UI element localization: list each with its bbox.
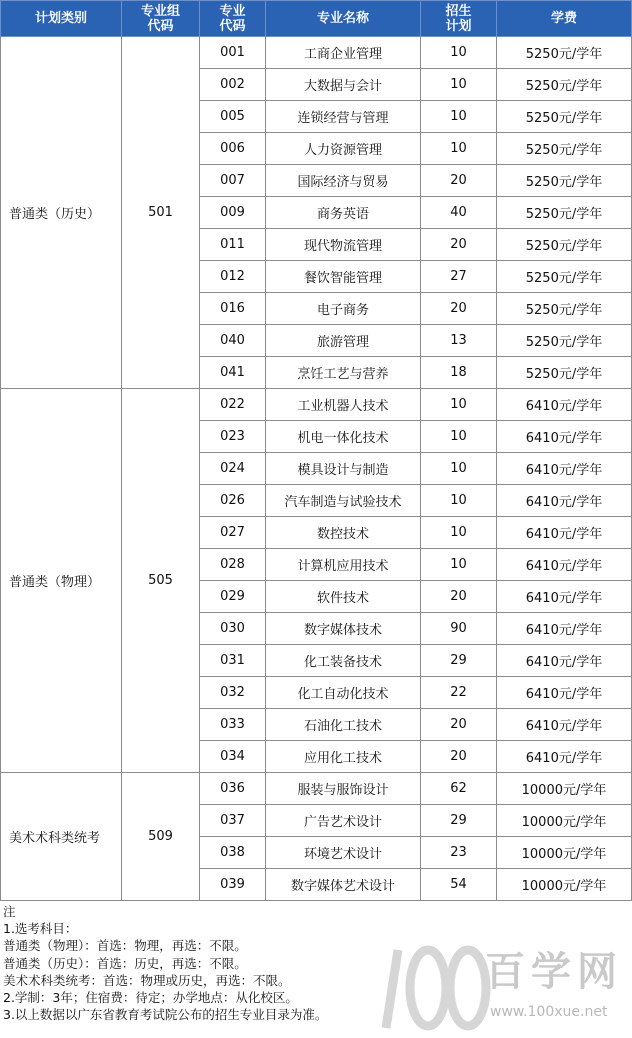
major-code-cell: 007: [200, 165, 266, 197]
header-major-code: 专业 代码: [200, 1, 266, 37]
tuition-cell: 6410元/学年: [497, 453, 632, 485]
table-row: [1, 37, 632, 69]
plan-count-cell: 10: [421, 101, 497, 133]
major-name-cell: 现代物流管理: [266, 229, 421, 261]
major-name-cell: 机电一体化技术: [266, 421, 421, 453]
plan-count-cell: 62: [421, 773, 497, 805]
plan-count-cell: 20: [421, 293, 497, 325]
watermark-text: 百学网: [485, 948, 623, 995]
tuition-cell: 6410元/学年: [497, 389, 632, 421]
tuition-cell: 5250元/学年: [497, 261, 632, 293]
plan-count-cell: 22: [421, 677, 497, 709]
major-code-cell: 032: [200, 677, 266, 709]
major-code-cell: 030: [200, 613, 266, 645]
tuition-cell: 6410元/学年: [497, 421, 632, 453]
plan-count-cell: 10: [421, 517, 497, 549]
major-code-cell: 031: [200, 645, 266, 677]
major-code-cell: 036: [200, 773, 266, 805]
tuition-cell: 5250元/学年: [497, 357, 632, 389]
plan-count-cell: 10: [421, 453, 497, 485]
major-name-cell: 数字媒体艺术设计: [266, 869, 421, 901]
major-name-cell: 广告艺术设计: [266, 805, 421, 837]
plan-count-cell: 90: [421, 613, 497, 645]
plan-count-cell: 20: [421, 165, 497, 197]
tuition-cell: 6410元/学年: [497, 613, 632, 645]
major-name-cell: 人力资源管理: [266, 133, 421, 165]
plan-count-cell: 54: [421, 869, 497, 901]
major-code-cell: 041: [200, 357, 266, 389]
plan-category-cell: 普通类（物理）: [1, 389, 122, 773]
plan-category-cell: 美术术科类统考: [1, 773, 122, 901]
note-line: 普通类（历史）：首选：历史，再选：不限。: [3, 955, 247, 971]
major-code-cell: 016: [200, 293, 266, 325]
plan-count-cell: 20: [421, 709, 497, 741]
major-name-cell: 工商企业管理: [266, 37, 421, 69]
major-name-cell: 石油化工技术: [266, 709, 421, 741]
tuition-cell: 5250元/学年: [497, 37, 632, 69]
major-name-cell: 大数据与会计: [266, 69, 421, 101]
major-code-cell: 027: [200, 517, 266, 549]
tuition-cell: 5250元/学年: [497, 197, 632, 229]
plan-count-cell: 29: [421, 805, 497, 837]
major-code-cell: 033: [200, 709, 266, 741]
major-code-cell: 034: [200, 741, 266, 773]
plan-count-cell: 20: [421, 741, 497, 773]
table-row: [1, 389, 632, 421]
tuition-cell: 5250元/学年: [497, 293, 632, 325]
plan-count-cell: 23: [421, 837, 497, 869]
notes-title: 注: [3, 904, 16, 919]
plan-count-cell: 10: [421, 37, 497, 69]
tuition-cell: 5250元/学年: [497, 69, 632, 101]
group-code-cell: 505: [122, 389, 200, 773]
major-code-cell: 026: [200, 485, 266, 517]
major-name-cell: 电子商务: [266, 293, 421, 325]
header-category: 计划类别: [1, 1, 122, 37]
tuition-cell: 6410元/学年: [497, 677, 632, 709]
tuition-cell: 6410元/学年: [497, 645, 632, 677]
major-code-cell: 001: [200, 37, 266, 69]
tuition-cell: 5250元/学年: [497, 133, 632, 165]
tuition-cell: 10000元/学年: [497, 837, 632, 869]
plan-count-cell: 10: [421, 389, 497, 421]
table-row: [1, 773, 632, 805]
group-code-cell: 501: [122, 37, 200, 389]
plan-count-cell: 10: [421, 485, 497, 517]
major-code-cell: 005: [200, 101, 266, 133]
major-name-cell: 烹饪工艺与营养: [266, 357, 421, 389]
tuition-cell: 5250元/学年: [497, 229, 632, 261]
major-name-cell: 餐饮智能管理: [266, 261, 421, 293]
tuition-cell: 6410元/学年: [497, 709, 632, 741]
major-code-cell: 012: [200, 261, 266, 293]
major-name-cell: 计算机应用技术: [266, 549, 421, 581]
major-code-cell: 039: [200, 869, 266, 901]
major-code-cell: 024: [200, 453, 266, 485]
tuition-cell: 6410元/学年: [497, 549, 632, 581]
major-name-cell: 环境艺术设计: [266, 837, 421, 869]
header-major-name: 专业名称: [266, 1, 421, 37]
tuition-cell: 10000元/学年: [497, 869, 632, 901]
tuition-cell: 10000元/学年: [497, 773, 632, 805]
note-line: 1.选考科目：: [3, 921, 78, 937]
header-group-code: 专业组 代码: [122, 1, 200, 37]
major-name-cell: 工业机器人技术: [266, 389, 421, 421]
major-code-cell: 037: [200, 805, 266, 837]
major-name-cell: 化工自动化技术: [266, 677, 421, 709]
major-name-cell: 服装与服饰设计: [266, 773, 421, 805]
major-name-cell: 模具设计与制造: [266, 453, 421, 485]
tuition-cell: 6410元/学年: [497, 517, 632, 549]
watermark-url: www.100xue.net: [490, 1004, 608, 1020]
major-name-cell: 商务英语: [266, 197, 421, 229]
group-code-cell: 509: [122, 773, 200, 901]
table-body: [1, 37, 632, 901]
major-name-cell: 软件技术: [266, 581, 421, 613]
major-code-cell: 022: [200, 389, 266, 421]
major-code-cell: 029: [200, 581, 266, 613]
major-name-cell: 旅游管理: [266, 325, 421, 357]
plan-count-cell: 18: [421, 357, 497, 389]
plan-count-cell: 29: [421, 645, 497, 677]
header-row: [1, 1, 632, 37]
plan-category-cell: 普通类（历史）: [1, 37, 122, 389]
header-fee: 学费: [497, 1, 632, 37]
major-name-cell: 国际经济与贸易: [266, 165, 421, 197]
tuition-cell: 6410元/学年: [497, 741, 632, 773]
tuition-cell: 6410元/学年: [497, 581, 632, 613]
major-name-cell: 汽车制造与试验技术: [266, 485, 421, 517]
note-line: 3.以上数据以广东省教育考试院公布的招生专业目录为准。: [3, 1007, 328, 1023]
plan-count-cell: 10: [421, 133, 497, 165]
major-code-cell: 023: [200, 421, 266, 453]
plan-count-cell: 27: [421, 261, 497, 293]
plan-count-cell: 10: [421, 421, 497, 453]
major-code-cell: 038: [200, 837, 266, 869]
plan-count-cell: 13: [421, 325, 497, 357]
plan-count-cell: 40: [421, 197, 497, 229]
major-name-cell: 化工装备技术: [266, 645, 421, 677]
plan-count-cell: 20: [421, 581, 497, 613]
plan-count-cell: 10: [421, 69, 497, 101]
note-line: 美术术科类统考：首选：物理或历史，再选：不限。: [3, 972, 291, 988]
plan-count-cell: 10: [421, 549, 497, 581]
major-code-cell: 040: [200, 325, 266, 357]
major-code-cell: 006: [200, 133, 266, 165]
major-name-cell: 连锁经营与管理: [266, 101, 421, 133]
major-name-cell: 数控技术: [266, 517, 421, 549]
tuition-cell: 5250元/学年: [497, 325, 632, 357]
note-line: 2.学制：3年；住宿费：待定；办学地点：从化校区。: [3, 990, 298, 1006]
plan-count-cell: 20: [421, 229, 497, 261]
header-plan: 招生 计划: [421, 1, 497, 37]
tuition-cell: 5250元/学年: [497, 101, 632, 133]
major-code-cell: 002: [200, 69, 266, 101]
tuition-cell: 5250元/学年: [497, 165, 632, 197]
major-code-cell: 011: [200, 229, 266, 261]
major-code-cell: 028: [200, 549, 266, 581]
tuition-cell: 10000元/学年: [497, 805, 632, 837]
major-code-cell: 009: [200, 197, 266, 229]
major-name-cell: 应用化工技术: [266, 741, 421, 773]
note-line: 普通类（物理）：首选：物理，再选：不限。: [3, 938, 247, 954]
major-name-cell: 数字媒体技术: [266, 613, 421, 645]
tuition-cell: 6410元/学年: [497, 485, 632, 517]
